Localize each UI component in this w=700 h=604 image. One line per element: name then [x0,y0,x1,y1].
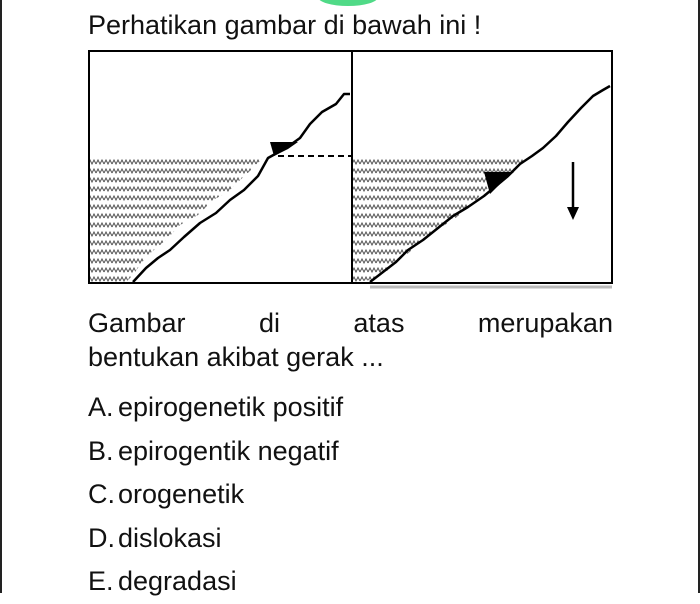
question-word: di [258,308,280,338]
left-border [0,0,2,593]
option-text: epirogentik negatif [118,435,339,466]
question-line-1 [88,306,613,340]
water-left [90,157,264,282]
figure [88,50,613,290]
notch-left [270,142,298,156]
coastline-diagram [88,50,613,290]
answer-options [88,386,343,604]
option-letter: B. [88,435,114,466]
instruction-title: Perhatikan gambar di bawah ini ! [88,10,482,40]
decorative-blob [318,0,378,6]
question-word: Gambar [88,308,186,338]
option-text: epirogenetik positif [118,392,344,422]
option-letter: C. [88,479,115,509]
question-line-2: bentukan akibat gerak ... [88,342,384,372]
option-text: orogenetik [118,479,245,509]
question-word: atas [353,308,405,338]
option-text: dislokasi [118,522,222,553]
question-text [88,306,613,374]
question-word: merupakan [477,308,613,338]
option-b[interactable] [88,430,343,474]
option-text: degradasi [118,566,237,596]
option-c[interactable] [88,473,343,517]
option-letter: D. [88,522,115,553]
option-letter: A. [88,392,114,422]
option-e[interactable] [88,560,343,604]
option-letter: E. [88,566,114,596]
option-d[interactable] [88,517,343,561]
option-a[interactable] [88,386,343,430]
down-arrow-icon [567,207,579,220]
